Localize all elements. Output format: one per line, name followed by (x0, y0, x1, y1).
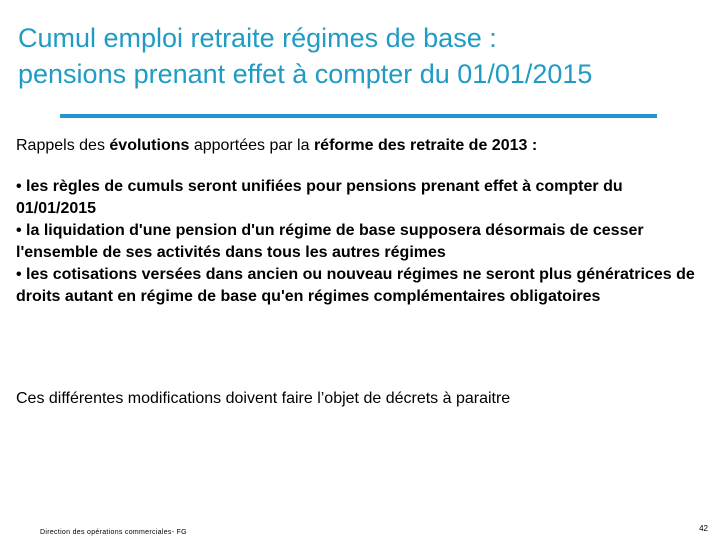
closing-paragraph: Ces différentes modifications doivent faire l’objet de décrets à paraitre (16, 390, 511, 407)
slide-title (18, 20, 708, 92)
bullet-list (16, 176, 706, 308)
title-underline-divider (60, 114, 657, 118)
intro-text-1: Rappels des (16, 137, 110, 154)
intro-paragraph (16, 136, 706, 156)
slide-title-line-2: pensions prenant effet à compter du 01/01/2015 (18, 59, 593, 89)
intro-text-4-bold: réforme des retraite de 2013 : (313, 137, 538, 154)
intro-text-3: apportées par la (189, 137, 314, 154)
footer-page-number: 42 (699, 524, 708, 533)
bullet-item-cotisations: • les cotisations versées dans ancien ou nouveau régimes ne seront plus génératrices de droits autant en régime de base qu'en régimes complémentaires obligatoires (16, 266, 695, 305)
bullet-item-cumul-rules: • les règles de cumuls seront unifiées pour pensions prenant effet à compter du 01/01/2015 (16, 178, 623, 217)
intro-text-2-bold: évolutions (109, 137, 190, 154)
bullet-item-liquidation: • la liquidation d'une pension d'un régime de base supposera désormais de cesser l'ensemble de ses activités dans tous les autres régimes (16, 222, 644, 261)
slide-title-line-1: Cumul emploi retraite régimes de base : (18, 23, 497, 53)
footer-department-label: Direction des opérations commerciales- FG (40, 529, 187, 536)
